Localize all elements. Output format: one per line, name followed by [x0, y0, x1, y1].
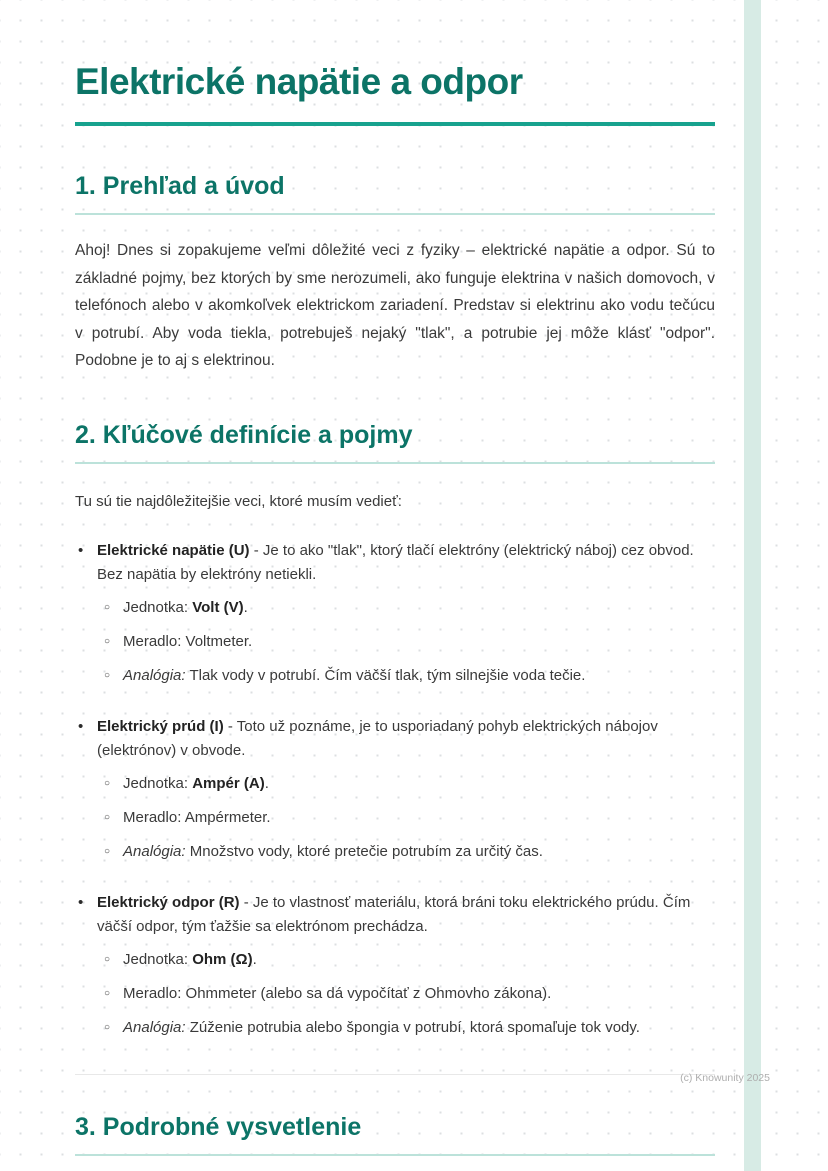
list-item — [103, 982, 715, 1005]
term-name: Elektrické napätie (U) — [97, 541, 250, 559]
subitem-post: . — [252, 950, 257, 968]
term-definition: - Je to vlastnosť materiálu, ktorá bráni toku elektrického prúdu. Čím väčší odpor, tým ťažšie sa elektrónom prechádza. — [97, 893, 691, 935]
subitem-italic: Analógia: — [123, 666, 186, 684]
section-heading-2: 2. Kľúčové definície a pojmy — [75, 421, 715, 464]
subitem-text — [123, 982, 715, 1005]
subitem-text — [123, 948, 715, 971]
title-rule — [75, 122, 715, 126]
subitem-pre: Meradlo: Voltmeter. — [123, 632, 253, 650]
side-stripe — [744, 0, 761, 1171]
list-item — [103, 1016, 715, 1039]
subitem-pre: Jednotka: — [123, 774, 193, 792]
list-item — [103, 948, 715, 971]
subitem-text — [123, 806, 715, 829]
term-body — [97, 715, 715, 874]
section-divider — [75, 1074, 715, 1075]
circle-bullet-icon: ○ — [104, 669, 111, 681]
circle-bullet-icon: ○ — [104, 845, 111, 857]
term-name: Elektrický prúd (I) — [97, 717, 224, 735]
definitions-intro: Tu sú tie najdôležitejšie veci, ktoré musím vedieť: — [75, 492, 402, 510]
subitem-text — [123, 664, 715, 687]
list-item — [75, 891, 715, 1050]
bullet-icon: • — [78, 893, 84, 911]
list-item — [103, 630, 715, 653]
subitem-pre: Jednotka: — [123, 598, 193, 616]
list-item — [103, 772, 715, 795]
subitem-post: Tlak vody v potrubí. Čím väčší tlak, tým silnejšie voda tečie. — [185, 666, 586, 684]
subitem-pre: Meradlo: Ohmmeter (alebo sa dá vypočítať z Ohmovho zákona). — [123, 984, 552, 1002]
subitem-bold: Ampér (A) — [192, 774, 265, 792]
term-body — [97, 539, 715, 698]
subitem-post: Množstvo vody, ktoré pretečie potrubím za určitý čas. — [185, 842, 543, 860]
term-body — [97, 891, 715, 1050]
subitem-post: Zúženie potrubia alebo špongia v potrubí, ktorá spomaľuje tok vody. — [185, 1018, 640, 1036]
list-item — [75, 715, 715, 874]
term-definition: - Je to ako "tlak", ktorý tlačí elektróny (elektrický náboj) cez obvod. Bez napätia by elektróny netiekli. — [97, 541, 694, 583]
sub-list — [97, 948, 715, 1039]
subitem-text — [123, 596, 715, 619]
watermark: (c) Knowunity 2025 — [680, 1072, 770, 1084]
sub-list — [97, 772, 715, 863]
list-item — [103, 806, 715, 829]
subitem-text — [123, 630, 715, 653]
term-name: Elektrický odpor (R) — [97, 893, 240, 911]
sub-list — [97, 596, 715, 687]
circle-bullet-icon: ○ — [104, 953, 111, 965]
bullet-icon: • — [78, 541, 84, 559]
subitem-bold: Ohm (Ω) — [192, 950, 253, 968]
circle-bullet-icon: ○ — [104, 987, 111, 999]
page-title: Elektrické napätie a odpor — [75, 61, 523, 102]
circle-bullet-icon: ○ — [104, 601, 111, 613]
list-item — [103, 840, 715, 863]
subitem-post: . — [264, 774, 269, 792]
list-item — [75, 539, 715, 698]
subitem-pre: Jednotka: — [123, 950, 193, 968]
list-item — [103, 596, 715, 619]
subitem-italic: Analógia: — [123, 842, 186, 860]
subitem-post: . — [243, 598, 248, 616]
subitem-text — [123, 1016, 715, 1039]
subitem-pre: Meradlo: Ampérmeter. — [123, 808, 271, 826]
subitem-italic: Analógia: — [123, 1018, 186, 1036]
term-list — [75, 539, 715, 1050]
circle-bullet-icon: ○ — [104, 635, 111, 647]
document-page — [75, 60, 715, 1156]
section-heading-1: 1. Prehľad a úvod — [75, 172, 715, 215]
subitem-text — [123, 840, 715, 863]
list-item — [103, 664, 715, 687]
circle-bullet-icon: ○ — [104, 811, 111, 823]
term-definition: - Toto už poznáme, je to usporiadaný pohyb elektrických nábojov (elektrónov) v obvode. — [97, 717, 658, 759]
circle-bullet-icon: ○ — [104, 1021, 111, 1033]
bullet-icon: • — [78, 717, 84, 735]
intro-paragraph: Ahoj! Dnes si zopakujeme veľmi dôležité veci z fyziky – elektrické napätie a odpor. Sú to základné pojmy, bez ktorých by sme nerozumeli, ako funguje elektrina v našich domovoch, v telefónoch alebo v akomkoľvek elektrickom zariadení. Predstav si elektrinu ako vodu tečúcu v potrubí. Aby voda tiekla, potrebuješ nejaký "tlak", a potrubie jej môže klásť "odpor". Podobne je to aj s elektrinou. — [75, 242, 715, 369]
subitem-bold: Volt (V) — [192, 598, 244, 616]
section-heading-3: 3. Podrobné vysvetlenie — [75, 1113, 715, 1156]
circle-bullet-icon: ○ — [104, 777, 111, 789]
subitem-text — [123, 772, 715, 795]
